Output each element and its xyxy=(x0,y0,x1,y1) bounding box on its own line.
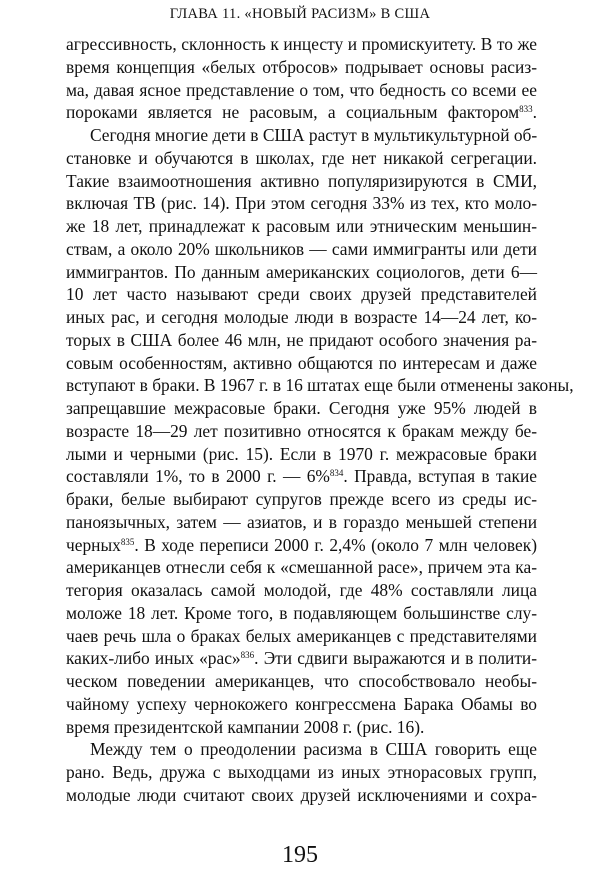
text-line: тегория оказалась самой молодой, где 48% составляли лица xyxy=(66,580,537,600)
text-line: черных$^{835}$. В ходе переписи 2000 г. 2,4% (около 7 млн человек) xyxy=(66,534,537,555)
text-line: американцев отнесли себя к «смешанной расе», причем эта ка- xyxy=(66,557,537,578)
text-line: составляли 1%, то в 2000 г. — 6%$^{834}$. Правда, вступая в такие xyxy=(66,466,537,487)
text-line: время президентской кампании 2008 г. (рис. 16). xyxy=(66,716,425,737)
text-line: запрещавшие межрасовые браки. Сегодня уже 95% людей в xyxy=(66,398,537,418)
text-line: каких-либо иных «рас»$^{836}$. Эти сдвиги выражаются и в полити- xyxy=(66,648,538,669)
footnote-reference: 835 xyxy=(120,536,135,547)
text-line: ма, давая ясное представление о том, что бедность со всеми ее xyxy=(66,79,537,100)
text-line: браки, белые выбирают супругов прежде всего из среды ис- xyxy=(66,489,537,509)
text-line: иных рас, и сегодня молодые люди в возрасте 14—24 лет, ко- xyxy=(66,307,537,327)
text-line: вступают в браки. В 1967 г. в 16 штатах еще были отменены законы, xyxy=(66,375,574,396)
text-line: ствам, а около 20% школьников — сами иммигранты или дети xyxy=(66,238,537,259)
body-text xyxy=(66,33,574,807)
text-line: же 18 лет, принадлежат к расовым или этническим меньшин- xyxy=(66,216,537,236)
text-line: ческом поведении американцев, что способствовало необы- xyxy=(66,671,537,691)
text-line: агрессивность, склонность к инцесту и промискуитету. В то же xyxy=(66,34,537,54)
footnote-reference: 834 xyxy=(329,468,344,479)
paragraph xyxy=(66,738,537,806)
text-line: рано. Ведь, дружа с выходцами из иных этнорасовых групп, xyxy=(66,762,537,782)
paragraph xyxy=(66,33,537,124)
text-line: иммигрантов. По данным американских социологов, дети 6— xyxy=(66,261,537,282)
text-line: чайному успеху чернокожего конгрессмена Барака Обамы во xyxy=(66,693,537,714)
text-line: паноязычных, затем — азиатов, и в гораздо меньшей степени xyxy=(66,511,537,532)
text-line: торых в США более 46 млн, не придают особого значения ра- xyxy=(66,329,537,350)
text-line: пороками является не расовым, а социальным фактором$^{833}$. xyxy=(66,102,537,123)
footnote-reference: 833 xyxy=(519,104,533,115)
text-line: лыми и черными (рис. 15). Если в 1970 г. межрасовые браки xyxy=(66,443,537,464)
paragraph xyxy=(66,124,574,738)
text-line: моложе 18 лет. Кроме того, в подавляющем большинстве слу- xyxy=(66,602,537,623)
text-line: молодые люди считают своих друзей исключениями и сохра- xyxy=(66,784,537,805)
running-header: ГЛАВА 11. «НОВЫЙ РАСИЗМ» В США xyxy=(169,6,431,22)
page-number: 195 xyxy=(282,842,318,868)
text-line: время концепция «белых отбросов» подрывает основы расиз- xyxy=(66,56,537,77)
text-line: чаев речь шла о браках белых американцев с представителями xyxy=(66,625,537,646)
footnote-reference: 836 xyxy=(240,650,255,661)
text-line: включая ТВ (рис. 14). При этом сегодня 33% из тех, кто моло- xyxy=(66,193,537,214)
text-line: совым особенностям, активно общаются по интересам и даже xyxy=(66,352,537,373)
text-line: возрасте 18—29 лет позитивно относятся к бракам между бе- xyxy=(66,420,537,441)
text-line: Такие взаимоотношения активно популяризируются в СМИ, xyxy=(66,170,537,191)
text-line: Между тем о преодолении расизма в США говорить еще xyxy=(90,739,537,760)
text-line: становке и обучаются в школах, где нет никакой сегрегации. xyxy=(66,147,537,168)
text-line: Сегодня многие дети в США растут в мультикультурной об- xyxy=(90,125,538,145)
text-line: 10 лет часто называют среди своих друзей представителей xyxy=(66,284,537,305)
